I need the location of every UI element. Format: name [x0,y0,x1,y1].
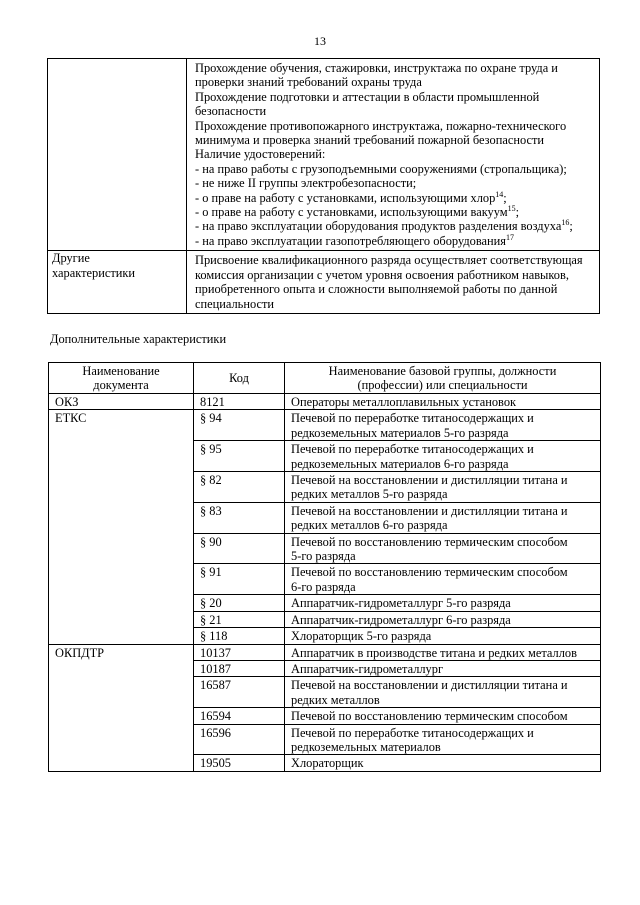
footnote-ref: 16 [561,218,570,228]
occupation-name-line: Хлораторщик 5-го разряда [291,629,432,644]
header-line: (профессии) или специальности [357,378,528,392]
requirement-text: - о праве на работу с установками, использующими хлор [195,190,496,205]
occupation-name-line: Печевой по переработке титаносодержащих и [291,442,534,457]
requirement-line [195,234,593,248]
occupation-name-cell [285,533,601,564]
code-cell: § 20 [194,595,285,611]
occupation-name-cell [285,724,601,755]
row-label [48,251,187,314]
requirement-line [195,219,593,233]
characteristic-line: комиссия организации с учетом уровня освоения работником навыков, [195,267,569,282]
table-header-row [49,363,601,394]
requirement-tail: ; [569,219,573,234]
other-characteristics-cell [187,251,600,314]
occupation-name-line: редких металлов 6-го разряда [291,518,448,533]
table-row [49,394,601,410]
occupation-name-cell [285,628,601,644]
occupation-name-line: редкоземельных материалов 5-го разряда [291,425,509,440]
occupation-name-cell [285,564,601,595]
row-label-empty [48,59,187,251]
header-name [285,363,601,394]
requirements-table [47,58,600,314]
occupation-name-line: редких металлов [291,692,380,707]
requirement-line [195,205,593,219]
occupation-name-line: Аппаратчик-гидрометаллург 5-го разряда [291,596,511,611]
code-cell: § 21 [194,611,285,627]
footnote-ref: 15 [507,204,516,214]
page-number: 13 [314,34,326,48]
occupation-name-line: Печевой на восстановлении и дистилляции титана и [291,473,568,488]
header-line: Наименование [82,364,160,378]
requirement-text: - на право эксплуатации оборудования продуктов разделения воздуха [195,219,562,234]
code-cell: § 94 [194,410,285,441]
code-cell: § 91 [194,564,285,595]
occupation-name-cell [285,644,601,660]
requirement-line: Наличие удостоверений: [195,147,326,162]
requirement-tail: ; [515,205,520,220]
occupation-name-line: Печевой на восстановлении и дистилляции титана и [291,503,568,518]
document-cell: ОКПДТР [49,644,194,771]
header-line: документа [93,378,149,392]
footnote-ref: 17 [506,232,514,242]
code-cell: § 95 [194,441,285,472]
occupation-name-line: Печевой по переработке титаносодержащих и [291,725,534,740]
footnote-ref: 14 [495,189,504,199]
code-cell: 10187 [194,660,285,676]
occupation-name-line: Аппаратчик-гидрометаллург [291,661,444,676]
requirement-line: проверки знаний требований охраны труда [195,75,422,90]
row-label-line: характеристики [52,265,136,280]
characteristic-line: приобретенного опыта и сложности выполняемой работы по данной [195,282,558,297]
table-row [49,410,601,441]
code-cell: 19505 [194,755,285,771]
occupation-name-cell [285,595,601,611]
code-cell: 16587 [194,677,285,708]
requirement-line: - на право работы с грузоподъемными сооружениями (стропальщика); [195,161,567,176]
occupation-name-line: 6-го разряда [291,579,356,594]
occupation-name-line: редкоземельных материалов [291,739,441,754]
occupation-name-cell [285,660,601,676]
requirement-line: Прохождение противопожарного инструктажа, пожарно-технического [195,118,567,133]
occupation-name-line: Аппаратчик-гидрометаллург 6-го разряда [291,612,511,627]
code-cell: § 118 [194,628,285,644]
header-document [49,363,194,394]
occupation-name-line: Хлораторщик [291,756,364,771]
occupation-name-line: Операторы металлоплавильных установок [291,395,517,409]
row-label-line: Другие [52,251,90,266]
occupation-name-cell [285,394,601,410]
code-cell: 16594 [194,708,285,724]
code-cell: § 90 [194,533,285,564]
section-title: Дополнительные характеристики [50,332,227,346]
requirement-text: - на право эксплуатации газопотребляющего оборудования [195,233,506,248]
header-line: Наименование базовой группы, должности [328,364,557,378]
occupation-name-line: Печевой по восстановлению термическим способом [291,534,568,549]
characteristic-line: Присвоение квалификационного разряда осуществляет соответствующая [195,253,583,268]
occupation-name-line: Аппаратчик в производстве титана и редких металлов [291,645,577,660]
code-cell: § 82 [194,472,285,503]
requirement-line: Прохождение подготовки и аттестации в области промышленной [195,89,540,104]
characteristic-line: специальности [195,296,275,311]
table-row [48,59,600,251]
requirements-cell [187,59,600,251]
occupation-name-cell [285,755,601,771]
occupation-name-line: 5-го разряда [291,549,356,564]
occupation-name-line: Печевой по восстановлению термическим способом [291,709,568,724]
document-cell: ЕТКС [49,410,194,644]
requirement-text: - о праве на работу с установками, использующими вакуум [195,205,508,220]
occupation-name-line: Печевой по переработке титаносодержащих и [291,411,534,426]
occupation-name-line: редкоземельных материалов 6-го разряда [291,456,509,471]
table-row [49,644,601,660]
code-cell: 8121 [194,394,285,410]
occupation-name-line: редких металлов 5-го разряда [291,487,448,502]
requirement-line: - не ниже II группы электробезопасности; [195,176,417,191]
requirement-line [195,191,593,205]
requirement-line: безопасности [195,104,267,119]
occupation-name-cell [285,677,601,708]
code-cell: 16596 [194,724,285,755]
code-cell: 10137 [194,644,285,660]
occupation-name-cell [285,708,601,724]
code-cell: § 83 [194,502,285,533]
requirement-tail: ; [503,190,507,205]
additional-characteristics-table [48,362,601,772]
occupation-name-cell [285,410,601,441]
occupation-name-cell [285,472,601,503]
occupation-name-line: Печевой по восстановлению термическим способом [291,565,568,580]
header-code: Код [194,363,285,394]
table-row [48,251,600,314]
occupation-name-cell [285,441,601,472]
occupation-name-cell [285,611,601,627]
requirement-line: Прохождение обучения, стажировки, инструктажа по охране труда и [195,61,558,75]
document-cell: ОКЗ [49,394,194,410]
occupation-name-cell [285,502,601,533]
table-body [49,394,601,772]
occupation-name-line: Печевой на восстановлении и дистилляции титана и [291,678,568,693]
requirement-line: минимума и проверка знаний требований пожарной безопасности [195,133,545,148]
